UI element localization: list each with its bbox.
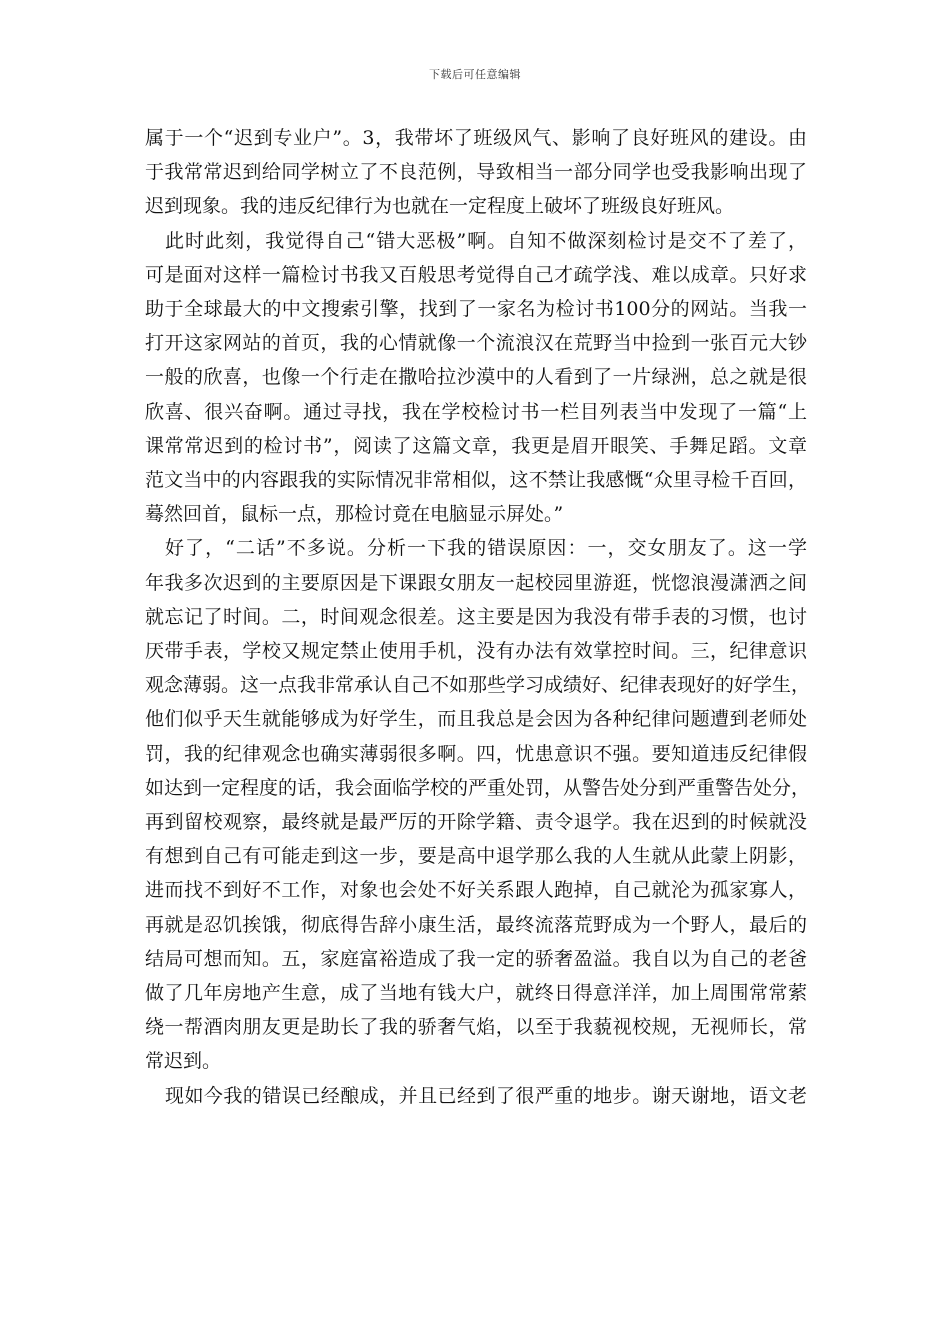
text-line: 欣喜、很兴奋啊。通过寻找，我在学校检讨书一栏目列表当中发现了一篇“上 [145,400,807,423]
text-line: 做了几年房地产生意，成了当地有钱大户，就终日得意洋洋，加上周围常常萦 [145,982,807,1004]
text-line: 再就是忍饥挨饿，彻底得告辞小康生活，最终流落荒野成为一个野人，最后的 [145,913,807,936]
text-line: 迟到现象。我的违反纪律行为也就在一定程度上破坏了班级良好班风。 [145,195,735,218]
text-line: 范文当中的内容跟我的实际情况非常相似，这不禁让我感慨“众里寻检千百回， [145,469,807,491]
text-line: 结局可想而知。五，家庭富裕造成了我一定的骄奢盈溢。我自以为自己的老爸 [145,947,807,970]
text-line: 绕一帮酒肉朋友更是助长了我的骄奢气焰，以至于我藐视校规，无视师长，常 [145,1016,807,1039]
text-line: 属于一个“迟到专业户”。3，我带坏了班级风气、影响了良好班风的建设。由 [145,127,807,149]
text-line: 现如今我的错误已经酿成，并且已经到了很严重的地步。谢天谢地，语文老 [165,1084,807,1107]
text-line: 罚，我的纪律观念也确实薄弱很多啊。四，忧患意识不强。要知道违反纪律假 [145,742,807,765]
text-line: 常迟到。 [145,1050,222,1073]
text-line: 蓦然回首，鼠标一点，那检讨竟在电脑显示屏处。” [145,503,564,526]
text-line: 助于全球最大的中文搜索引擎，找到了一家名为检讨书100分的网站。当我一 [145,298,807,320]
text-line: 进而找不到好不工作，对象也会处不好关系跟人跑掉，自己就沦为孤家寡人， [145,879,807,902]
text-line: 观念薄弱。这一点我非常承认自己不如那些学习成绩好、纪律表现好的好学生， [145,674,811,697]
text-line: 于我常常迟到给同学树立了不良范例，导致相当一部分同学也受我影响出现了 [145,161,807,184]
text-line: 可是面对这样一篇检讨书我又百般思考觉得自己才疏学浅、难以成章。只好求 [145,263,807,286]
text-line: 一般的欣喜，也像一个行走在撒哈拉沙漠中的人看到了一片绿洲，总之就是很 [145,366,807,389]
text-line: 年我多次迟到的主要原因是下课跟女朋友一起校园里游逛，恍惚浪漫潇洒之间 [145,571,807,594]
text-line: 如达到一定程度的话，我会面临学校的严重处罚，从警告处分到严重警告处分， [145,776,811,799]
text-line: 好了，“二话”不多说。分析一下我的错误原因：一，交女朋友了。这一学 [165,537,807,560]
text-line: 有想到自己有可能走到这一步，要是高中退学那么我的人生就从此蒙上阴影， [145,845,807,868]
text-line: 此时此刻，我觉得自己“错大恶极”啊。自知不做深刻检讨是交不了差了， [165,229,807,252]
text-line: 再到留校观察，最终就是最严厉的开除学籍、责令退学。我在迟到的时候就没 [145,811,807,833]
text-line: 厌带手表，学校又规定禁止使用手机，没有办法有效掌控时间。三，纪律意识 [145,640,807,662]
text-line: 课常常迟到的检讨书”，阅读了这篇文章，我更是眉开眼笑、手舞足蹈。文章 [145,434,807,457]
page-header: 下载后可任意编辑 [429,68,521,81]
text-line: 就忘记了时间。二，时间观念很差。这主要是因为我没有带手表的习惯，也讨 [145,605,807,628]
text-line: 打开这家网站的首页，我的心情就像一个流浪汉在荒野当中捡到一张百元大钞 [145,332,807,355]
text-line: 他们似乎天生就能够成为好学生，而且我总是会因为各种纪律问题遭到老师处 [145,708,807,731]
